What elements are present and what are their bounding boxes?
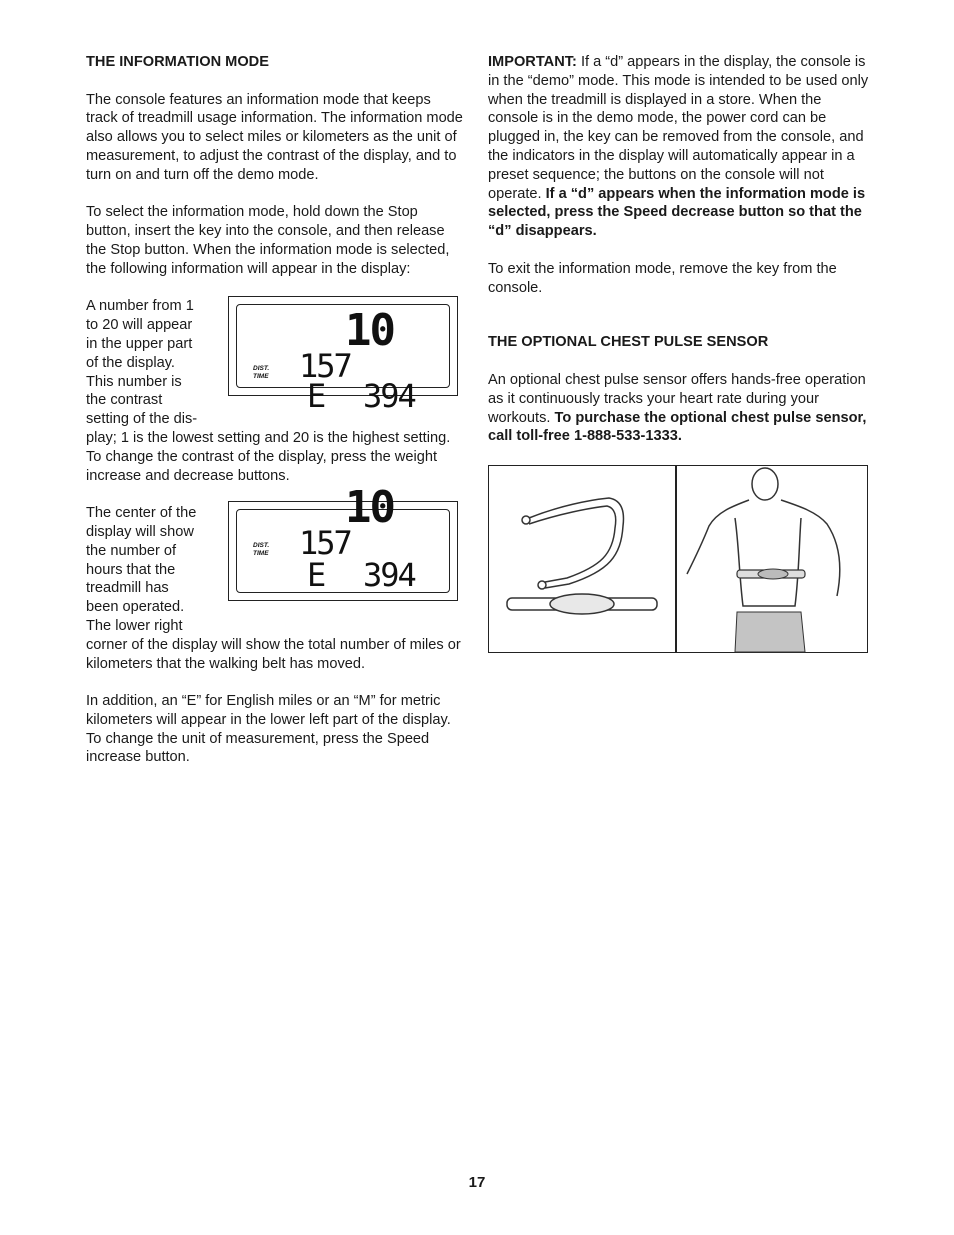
lcd-middle-number: 157 [299,524,351,563]
person-wearing-sensor-drawing [675,466,869,652]
lcd-bottom-number: 394 [363,377,415,416]
lcd-label-dist: DIST. [253,365,270,373]
important-text: If a “d” appears in the display, the console is in the “demo” mode. This mode is intended to be used only when the treadmill is displayed in a store. When the console is in the demo mode, the power cord can be plugged in, the key can be removed from the console, and the indicators in the display will automatically appear in a preset sequence; the buttons on the console will not operate. [488,54,869,202]
chest-sensor-illustration [488,465,868,653]
important-bold-text: If a “d” appears when the information mode is selected, press the Speed decrease button so that the “d” disappears. [488,185,866,240]
hours-block [86,482,466,636]
sensor-bold-text: To purchase the optional chest pulse sensor, call toll-free 1-888-533-1333. [488,409,867,445]
important-paragraph [488,53,870,241]
lcd-unit-letter: E [307,556,327,595]
left-column [86,53,466,786]
select-mode-paragraph: To select the information mode, hold down the Stop button, insert the key into the console, and then release the Stop button. When the information mode is selected, the following information will appear in the display: [86,204,450,277]
hours-text-narrow: The center of the display will show the number of hours that the treadmill has been operated. The lower right [86,505,197,634]
intro-paragraph: The console features an information mode that keeps track of treadmill usage information. The information mode also allows you to select miles or kilometers as the unit of measurement, to adjust the contrast of the display, and to turn on and turn off the demo mode. [86,91,463,183]
lcd-label-time: TIME [253,550,269,558]
hours-text-rest: corner of the display will show the total number of miles or kilometers that the walking belt has moved. [86,636,461,672]
important-label: IMPORTANT: [488,54,577,70]
lcd-label-time: TIME [253,373,269,381]
right-column [488,53,870,653]
lcd-top-number: 10 [345,482,394,534]
lcd-bottom-number: 394 [363,556,415,595]
units-paragraph: In addition, an “E” for English miles or an “M” for metric kilometers will appear in the lower left part of the display. To change the unit of measurement, press the Speed increase button. [86,693,451,766]
lcd-unit-letter: E [307,377,327,416]
contrast-text-narrow: A number from 1 to 20 will appear in the upper part of the display. This number is the contrast setting of the dis- [86,298,198,428]
sensor-text: An optional chest pulse sensor offers hands-free operation as it continuously tracks your heart rate during your workouts. [488,371,866,426]
contrast-block [86,297,466,429]
lcd-top-number: 10 [345,305,394,357]
contrast-text-rest: play; 1 is the lowest setting and 20 is the highest setting. To change the contrast of the display, press the weight increase and decrease buttons. [86,429,451,484]
page-number: 17 [468,1174,486,1191]
display-illustration-contrast [228,296,458,416]
chest-strap-drawing [489,466,675,652]
sensor-paragraph [488,371,870,446]
lcd-label-dist: DIST. [253,542,270,550]
exit-paragraph: To exit the information mode, remove the key from the console. [488,260,837,296]
lcd-middle-number: 157 [299,347,351,386]
chest-sensor-heading: THE OPTIONAL CHEST PULSE SENSOR [488,334,769,351]
display-illustration-hours [228,482,458,601]
information-mode-heading: THE INFORMATION MODE [86,54,269,70]
